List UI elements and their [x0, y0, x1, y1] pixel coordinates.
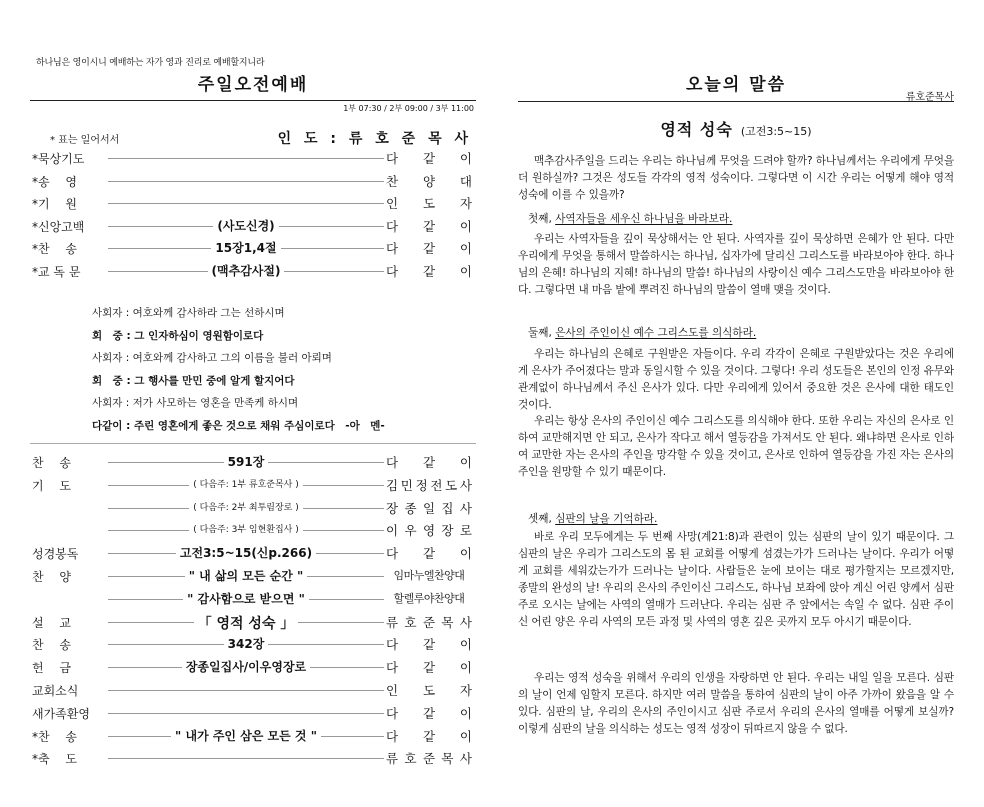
person-char: 민 [400, 477, 413, 493]
order-item-label: 찬 송 [32, 456, 71, 470]
leader-line [108, 158, 384, 159]
order-item-detail [108, 453, 384, 470]
order-item-person [386, 239, 472, 257]
person-char: 이 [459, 728, 472, 744]
order-item-label: *송 영 [32, 174, 77, 189]
order-row [30, 634, 476, 654]
person-char: 영 [422, 523, 436, 539]
order-item-detail [108, 658, 384, 675]
order-item-label: 찬 양 [32, 570, 71, 584]
worship-leader: 인 도 : 류 호 준 목 사 [277, 131, 472, 147]
sermon-paragraph: 우리는 사역자들을 깊이 묵상해서는 안 된다. 사역자를 깊이 묵상하면 은혜가 안 된다. 다만 우리에게 무엇을 통해서 말씀하시는 하나님, 십자가에 달리신 그리스도를 바라보아야 한다. 하나님의 은혜! 하나님의 지혜! 하나님의 말씀! 하나님의 사랑이신 예수 그리스도만을 바라보아야 한다. 그렇다면 내 마음 밭에 뿌려진 하나님의 말씀이 열매 맺을 것이다. [518, 233, 954, 296]
order-item-detail [108, 239, 384, 256]
person-char: 호 [404, 751, 417, 767]
order-item-person [386, 727, 472, 745]
leader-line [108, 758, 384, 759]
order-row [30, 520, 476, 540]
order-item-detail [108, 567, 384, 584]
order-row [30, 238, 476, 258]
order-item-detail [108, 727, 384, 744]
order-item-label: 찬 송 [32, 638, 71, 653]
order-item-person [386, 749, 472, 767]
responsive-line: 사회자 : 여호와께 감사하고 그의 이름을 불러 아뢰며 [92, 352, 332, 364]
order-item-detail-text: 15장1,4절 [211, 241, 280, 255]
order-item-detail [108, 635, 384, 652]
order-item-label: 성경봉독 [32, 547, 79, 562]
order-item-person [386, 590, 472, 606]
point-number: 셋째, [528, 513, 556, 525]
person-char: 장 [386, 500, 399, 516]
order-item-label: *축 도 [32, 752, 77, 767]
responsive-line: 회 중 : 그 행사를 만민 중에 알게 할지어다 [92, 374, 295, 387]
responsive-line: 회 중 : 그 인자하심이 영원함이로다 [92, 329, 264, 342]
order-item-person [386, 262, 472, 280]
divider [30, 100, 476, 101]
order-item-label: *묵상기도 [32, 152, 85, 166]
order-item-label: *교 독 문 [32, 264, 81, 279]
worship-title: 주일오전예배 [197, 75, 309, 95]
person-char: 같 [422, 218, 436, 234]
person-char: 다 [386, 546, 399, 562]
person-char: 이 [459, 263, 472, 279]
order-item-detail-text: 고전3:5~15(신p.266) [176, 546, 316, 560]
leader-line [108, 203, 384, 204]
order-item-person [386, 453, 472, 471]
preacher-byline: 류호준목사 [905, 92, 954, 103]
sermon-paragraph: 맥추감사주일을 드리는 우리는 하나님께 무엇을 드려야 할까? 하나님께서는 우리에게 무엇을 더 원하실까? 그것은 성도들 각각의 영적 성숙이다. 그렇다면 이 시간 우리는 어떻게 해야 영적 성숙에 이를 수 있을까? [518, 155, 955, 201]
sermon-paragraph: 우리는 하나님의 은혜로 구원받은 자들이다. 우리 각각이 은혜로 구원받았다는 것은 우리에게 은사가 주어졌다는 말과 동일시할 수 있을 것이다. 그렇다! 우리 성도들은 본인의 인정 유무와 관계없이 하나님께서 주신 은사가 있다. 다만 우리에게 있어서 중요한 것은 은사에 대한 태도인 것이다. [518, 348, 954, 411]
person-char: 도 [422, 683, 436, 698]
person-char: 이 [459, 241, 472, 256]
order-item-detail [108, 544, 384, 561]
person-char: 찬 [386, 173, 399, 189]
order-item-label: 설 교 [32, 615, 71, 630]
service-times: 1부 07:30 / 2부 09:00 / 3부 11:00 [343, 104, 474, 113]
order-item-person [386, 194, 472, 212]
order-row [30, 543, 476, 563]
responsive-line: 사회자 : 여호와께 감사하라 그는 선하시며 [92, 307, 285, 319]
order-item-detail-text: 장종일집사/이우영장로 [182, 660, 310, 674]
order-item-detail [108, 499, 384, 513]
sermon-point-heading [528, 325, 756, 340]
order-item-detail-text: ( 다음주: 2부 최투림장로 ) [189, 503, 302, 513]
order-item-label: *기 원 [32, 197, 77, 211]
responsive-line: 다같이 : 주린 영혼에게 좋은 것으로 채워 주심이로다 -아 멘- [92, 419, 385, 432]
order-item-person [386, 567, 472, 583]
order-row [30, 726, 476, 746]
order-item-detail-text: ( 다음주: 3부 임현환집사 ) [189, 525, 302, 535]
person-char: 같 [422, 660, 436, 676]
person-char: 자 [459, 196, 472, 211]
order-row [30, 680, 476, 700]
person-char: 정 [415, 477, 428, 493]
person-char: 이 [459, 660, 472, 676]
person-char: 다 [386, 728, 399, 744]
point-text: 은사의 주인이신 예수 그리스도를 의식하라. [555, 327, 757, 339]
worship-order-panel [30, 0, 476, 807]
order-item-detail-text: (맥추감사절) [208, 264, 285, 278]
order-item-person [386, 476, 472, 494]
person-char: 종 [404, 500, 417, 516]
person-char: 같 [422, 263, 436, 279]
order-item-person [386, 635, 472, 653]
order-item-person [386, 681, 472, 699]
order-item-label: *신앙고백 [32, 219, 85, 234]
divider [518, 101, 954, 102]
order-item-label: 기 도 [32, 478, 71, 493]
order-row [30, 748, 476, 768]
order-item-detail-text: " 내 삶의 모든 순간 " [185, 569, 308, 583]
order-item-label: 헌 금 [32, 661, 71, 676]
person-char: 다 [386, 218, 399, 234]
leader-line [108, 690, 384, 691]
order-item-detail-text: (사도신경) [213, 219, 278, 233]
sermon-point-heading [528, 511, 657, 526]
order-item-person [386, 499, 472, 517]
person-char: 같 [422, 546, 436, 562]
person-char: 목 [441, 614, 454, 630]
person-char: 호 [404, 614, 417, 630]
person-char: 우 [404, 523, 417, 539]
order-row [30, 171, 476, 191]
person-char: 사 [459, 614, 472, 630]
order-row [30, 475, 476, 495]
scripture-reference: (고전3:5~15) [740, 125, 812, 138]
sermon-point-heading [528, 211, 732, 226]
person-char: 이 [459, 151, 472, 166]
sermon-heading [518, 117, 954, 140]
person-char: 이 [459, 218, 472, 234]
person-char: 김 [386, 477, 399, 493]
person-char: 다 [386, 241, 399, 256]
sermon-panel [518, 0, 954, 807]
person-char: 전 [430, 477, 443, 493]
person-char: 이 [459, 705, 472, 721]
person-char: 자 [459, 683, 472, 698]
person-char: 같 [422, 705, 436, 721]
order-item-detail [108, 521, 384, 535]
person-char: 이 [386, 523, 399, 539]
motto: 하나님은 영이시니 예배하는 자가 영과 진리로 예배할지니라 [36, 58, 265, 68]
order-row [30, 216, 476, 236]
order-item-detail [108, 476, 384, 490]
order-item-detail-text: " 감사함으로 받으면 " [183, 592, 309, 606]
person-char: 도 [445, 477, 458, 493]
order-item-detail [108, 262, 384, 279]
order-row [30, 657, 476, 677]
order-row [30, 452, 476, 472]
person-char: 다 [386, 263, 399, 279]
person-char: 집 [441, 500, 454, 516]
order-item-detail [108, 217, 384, 234]
person-char: 사 [459, 500, 472, 516]
point-text: 사역자들을 세우신 하나님을 바라보라. [555, 213, 733, 225]
order-item-detail-text: 「 영적 성숙 」 [194, 616, 299, 632]
divider [30, 443, 476, 444]
order-item-person [386, 149, 472, 167]
order-row [30, 589, 476, 609]
sermon-paragraph: 우리는 영적 성숙을 위해서 우리의 인생을 자랑하면 안 된다. 우리는 내일 일을 모른다. 심판의 날이 언제 임할지 모른다. 하지만 여러 말씀을 통하여 심판의 날이 아주 가까이 왔음을 알 수 있다. 심판의 날, 우리의 은사의 주인이시고 심판 주로서 우리의 은사의 열매를 어떻게 보실까? 이렇게 심판의 날을 의식하는 성도는 영적 성장이 뒤따르지 않을 수 없다. [518, 672, 954, 735]
person-char: 이 [459, 637, 472, 653]
order-item-label: *찬 송 [32, 242, 77, 256]
point-number: 둘째, [528, 327, 556, 339]
person-char: 같 [422, 455, 436, 470]
order-item-label: 새가족환영 [32, 706, 90, 721]
person-char: 이 [459, 546, 472, 562]
person-char: 다 [386, 637, 399, 653]
sermon-paragraph: 우리는 항상 은사의 주인이신 예수 그리스도를 의식해야 한다. 또한 우리는 자신의 은사로 인하여 교만해지면 안 되고, 은사가 작다고 해서 열등감을 가져서도 안 된다. 왜냐하면 은사로 인하여 교만한 자는 은사의 주인을 망각할 수 있을 것이고, 은사로 인하여 열등감을 가진 자는 은사의 주인을 원망할 수 있기 때문이다. [518, 415, 954, 478]
leader-line [108, 181, 384, 182]
stand-note: * 표는 일어서서 [50, 135, 120, 146]
order-item-person [386, 521, 472, 539]
responsive-line: 사회자 : 저가 사모하는 영혼을 만족케 하시며 [92, 397, 299, 409]
person-char: 임마누엘찬양대 [393, 569, 465, 582]
person-char: 같 [422, 151, 436, 166]
order-item-detail-text: ( 다음주: 1부 류호준목사 ) [189, 480, 302, 490]
person-char: 다 [386, 455, 399, 470]
person-char: 사 [459, 477, 472, 493]
person-char: 다 [386, 151, 399, 166]
person-char: 양 [422, 173, 436, 189]
person-char: 로 [459, 523, 472, 539]
order-item-detail-text: 591장 [224, 455, 269, 469]
point-text: 심판의 날을 기억하라. [555, 513, 658, 525]
order-row [30, 703, 476, 723]
person-char: 준 [422, 614, 436, 630]
person-char: 사 [459, 751, 472, 767]
person-char: 다 [386, 660, 399, 676]
person-char: 류 [386, 614, 399, 630]
person-char: 인 [386, 196, 399, 211]
person-char: 이 [459, 455, 472, 470]
person-char: 장 [441, 523, 454, 539]
person-char: 대 [459, 173, 472, 189]
person-char: 류 [386, 751, 399, 767]
person-char: 같 [422, 241, 436, 256]
sermon-paragraph: 바로 우리 모두에게는 두 번째 사망(계21:8)과 관련이 있는 심판의 날이 있기 때문이다. 그 심판의 날은 우리가 그리스도의 몸 된 교회를 어떻게 섬겼는가가 드러나는 날이다. 우리가 어떻게 교회를 세워갔는가가 드러나는 날이다. 사람들은 눈에 보이는 대로 평가할지는 모르겠지만, 종말의 완성의 날! 우리의 은사의 주인이신 그리스도, 하나님 보좌에 앉아 계신 어린 양께서 심판 주로 오시는 날에는 사역의 열매가 드러난다. 우리는 심판 주 앞에서는 속일 수 없다. 심판 주이신 어린 양은 우리 사역의 모든 과정 및 사역의 영혼 깊은 곳까지 모두 아시기 때문이다. [518, 531, 954, 628]
order-item-label: 교회소식 [32, 684, 79, 698]
person-char: 도 [422, 196, 436, 211]
order-row [30, 498, 476, 518]
order-item-detail [108, 590, 384, 607]
order-item-person [386, 704, 472, 722]
sermon-panel-title: 오늘의 말씀 [685, 75, 787, 95]
leader-line [108, 713, 384, 714]
order-item-person [386, 217, 472, 235]
order-row [30, 566, 476, 586]
person-char: 준 [422, 751, 436, 767]
person-char: 같 [422, 728, 436, 744]
order-item-person [386, 658, 472, 676]
sermon-title: 영적 성숙 [660, 120, 733, 139]
person-char: 일 [422, 500, 436, 516]
person-char: 할렐루야찬양대 [393, 591, 465, 605]
order-item-detail-text: 342장 [224, 637, 269, 651]
order-row [30, 261, 476, 281]
order-item-label: *찬 송 [32, 729, 77, 744]
order-row [30, 148, 476, 168]
order-item-detail [108, 613, 384, 633]
person-char: 목 [441, 751, 454, 767]
order-row [30, 193, 476, 213]
point-number: 첫째, [528, 213, 556, 225]
order-item-person [386, 613, 472, 631]
order-item-person [386, 172, 472, 190]
person-char: 같 [422, 637, 436, 653]
order-item-detail-text: " 내가 주인 삼은 모든 것 " [171, 729, 321, 743]
person-char: 인 [386, 683, 399, 698]
order-row [30, 612, 476, 632]
person-char: 다 [386, 705, 399, 721]
order-item-person [386, 544, 472, 562]
